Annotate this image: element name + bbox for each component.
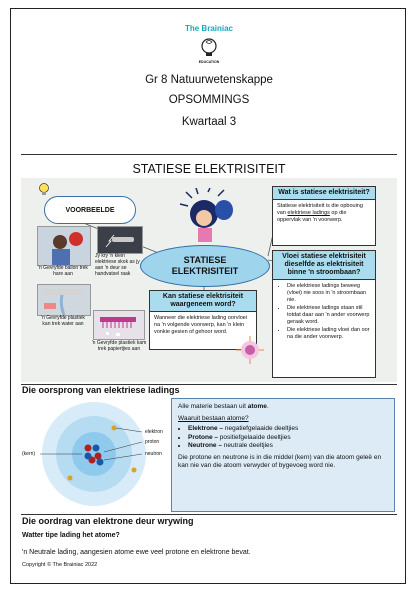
copyright: Copyright © The Brainiac 2022 bbox=[22, 562, 98, 568]
grade-title: Gr 8 Natuurwetenskappe bbox=[145, 74, 273, 86]
term: Kwartaal 3 bbox=[181, 116, 237, 128]
particle-list bbox=[178, 425, 388, 451]
logo-caption: EDUCATION bbox=[198, 60, 220, 64]
atom-label-proton: proton bbox=[145, 439, 160, 445]
particle-name: Protone – bbox=[188, 433, 218, 441]
particle-item bbox=[188, 425, 388, 434]
atom-intro-pre: Alle materie bestaan uit bbox=[178, 403, 248, 410]
spark-icon bbox=[236, 336, 264, 364]
transfer-answer: 'n Neutrale lading, aangesien atome ewe veel protone en elektrone bevat. bbox=[22, 549, 251, 556]
atom-intro-post: . bbox=[266, 403, 269, 410]
particle-desc: positiefgelaaide deeltjies bbox=[217, 433, 291, 441]
origin-heading: Die oorsprong van elektriese ladings bbox=[22, 385, 180, 395]
balloon-hair-photo bbox=[37, 226, 91, 266]
nucleus-note: Die protone en neutrone is in die middel (kern) van die atoom geleë en kan nie van die atoom verwyder of bygevoeg word nie. bbox=[178, 453, 382, 469]
atom-label-neutron: neutron bbox=[145, 451, 162, 457]
plastic-water-photo bbox=[37, 284, 91, 316]
what-is-question: Wat is statiese elektrisiteit? bbox=[273, 187, 375, 200]
atom-label-electron: elektron bbox=[145, 429, 163, 435]
brand-name: The Brainiac bbox=[184, 24, 233, 33]
particle-item bbox=[188, 442, 388, 451]
atom-info-box bbox=[171, 398, 395, 512]
particle-name: Neutrone – bbox=[188, 442, 222, 449]
particle-desc: neutrale deeltjies bbox=[221, 442, 273, 449]
doc-type: OPSOMMINGS bbox=[168, 94, 250, 106]
door-handle-photo bbox=[97, 226, 143, 254]
flow-box bbox=[272, 250, 376, 378]
transfer-heading: Die oordrag van elektrone deur wrywing bbox=[22, 516, 194, 526]
flow-point: • Die elektriese ladings staan stil totdat daar aan 'n ander voorwerp geraak word. bbox=[287, 305, 371, 326]
flow-point: • Die elektriese ladings beweeg (vloei) nie soos in 'n stroombaan nie. bbox=[287, 283, 371, 304]
example-caption-1: 'n Gevryfde ballon trek hare aan bbox=[38, 265, 88, 277]
examples-cloud: VOORBEELDE bbox=[44, 196, 136, 224]
particle-name: Elektrone – bbox=[188, 425, 224, 432]
example-caption-4: 'n Gevryfde plastiek kam trek papiertjies aan bbox=[91, 340, 147, 352]
what-is-answer-post: op die oppervlak van 'n voorwerp. bbox=[277, 210, 347, 223]
central-topic-oval bbox=[140, 245, 270, 287]
flow-points-list bbox=[277, 283, 371, 341]
what-is-answer bbox=[273, 200, 375, 227]
divider bbox=[21, 154, 397, 155]
atom-sub-question: Waaruit bestaan atome? bbox=[178, 414, 249, 422]
transfer-question: Watter tipe lading het atome? bbox=[22, 532, 120, 539]
what-is-answer-link: elektriese ladings bbox=[287, 210, 330, 216]
section-title: STATIESE ELEKTRISITEIT bbox=[132, 162, 286, 176]
flow-point: • Die elektriese lading vloei dan oor na die ander voorwerp. bbox=[287, 327, 371, 341]
central-topic-line2: ELEKTRISITEIT bbox=[171, 266, 239, 276]
atom-label-nucleus: (kern) bbox=[22, 451, 36, 457]
flow-question: Vloei statiese elektrisiteit dieselfde as elektrisiteit binne 'n stroombaan? bbox=[273, 251, 375, 280]
girl-balloon-illustration bbox=[178, 188, 238, 244]
particle-item bbox=[188, 434, 388, 443]
particle-desc: negatiefgelaaide deeltjies bbox=[223, 425, 299, 432]
what-is-box bbox=[272, 186, 376, 246]
noticed-question: Kan statiese elektrisiteit waargeneem word? bbox=[150, 291, 256, 312]
example-caption-3: 'n Gevryfde plastiek kan trek water aan bbox=[41, 315, 85, 327]
atom-intro bbox=[178, 403, 388, 412]
divider bbox=[21, 514, 397, 515]
comb-paper-photo bbox=[93, 310, 145, 340]
example-caption-2: Jy kry 'n klein elektriese skok as jy aan 'n deur se handvatsel raak bbox=[95, 253, 140, 277]
idea-bulb-icon bbox=[36, 181, 52, 197]
noticed-answer: Wanneer die elektriese lading oorvloei na 'n volgende voorwerp, kan 'n klein vonkie gesien of gehoor word. bbox=[154, 315, 248, 335]
what-is-answer-pre: Statiese elektrisiteit is die opbouing van bbox=[277, 203, 363, 216]
central-topic-line1: STATIESE bbox=[183, 255, 227, 265]
atom-intro-bold: atome bbox=[247, 403, 267, 410]
